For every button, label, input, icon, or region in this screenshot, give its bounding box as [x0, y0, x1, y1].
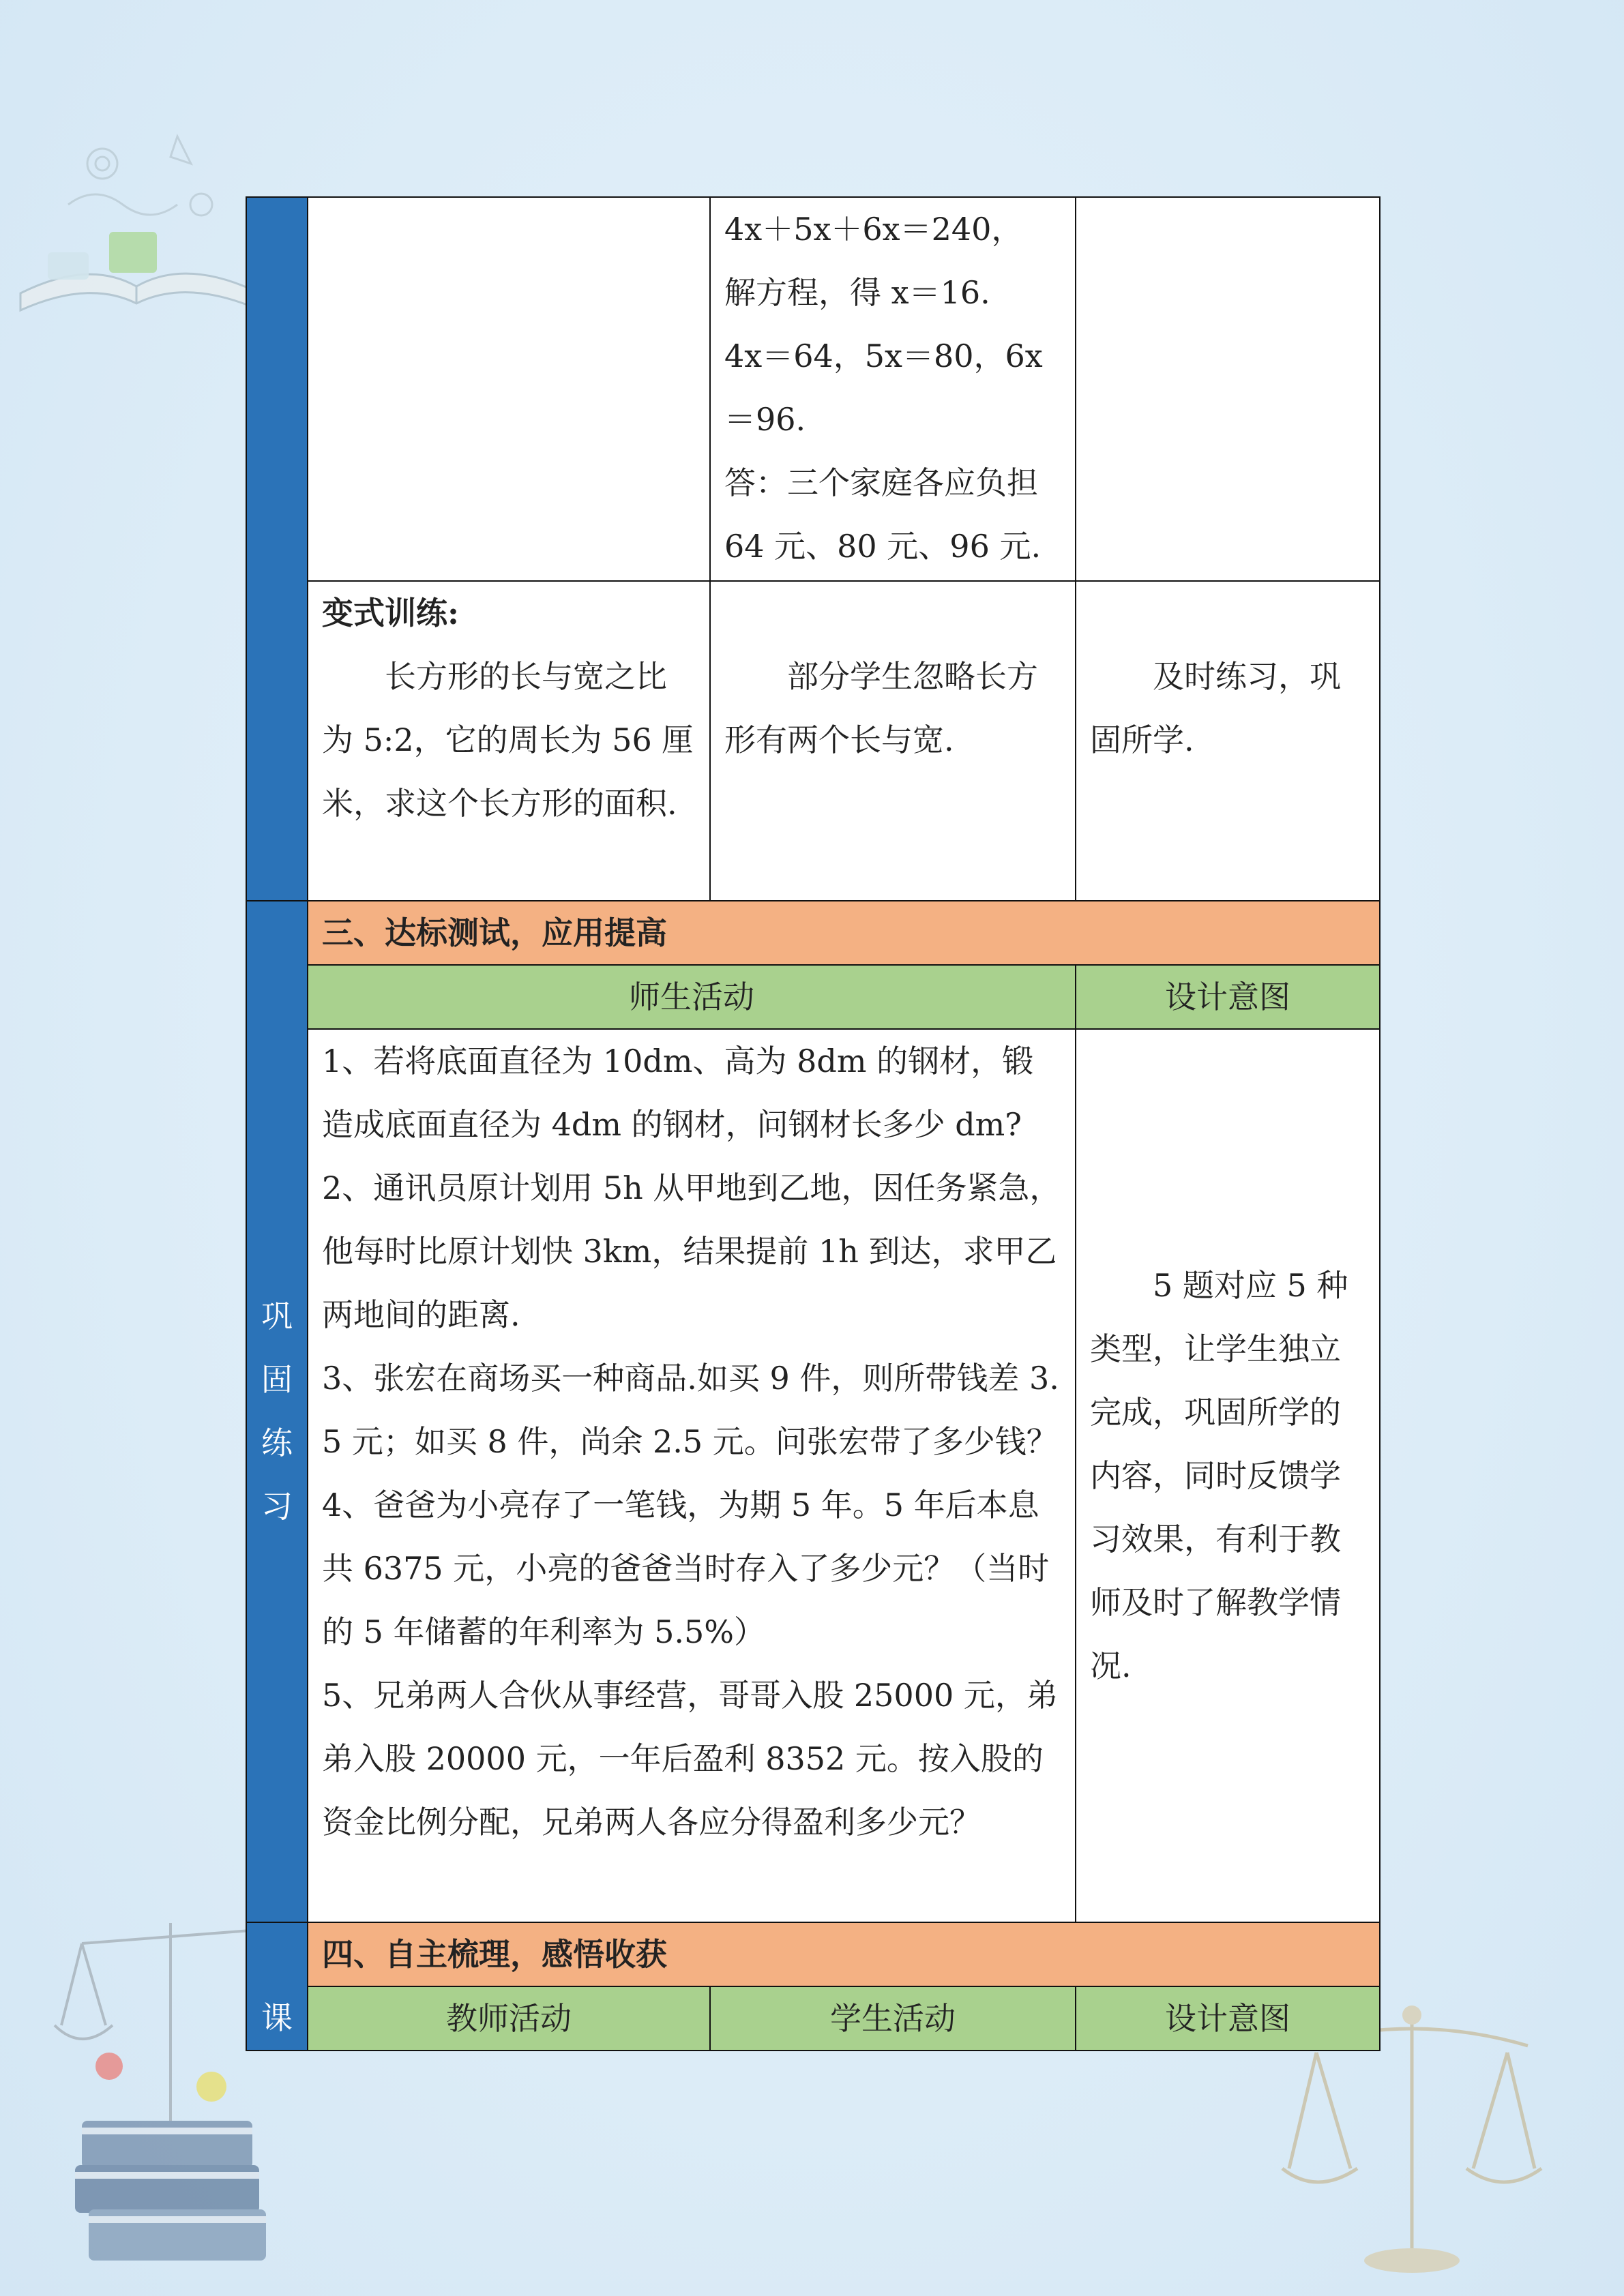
variant-design-text: 及时练习，巩固所学. [1090, 658, 1341, 758]
lesson-plan-table [246, 196, 1381, 2051]
variant-training-row [246, 581, 1380, 901]
continued-solution-cell [710, 197, 1076, 581]
solution-answer: 答：三个家庭各应负担 64 元、80 元、96 元. [724, 464, 1042, 565]
side-char: 练 [261, 1425, 293, 1461]
column-header-teacher: 教师活动 [308, 1986, 710, 2051]
section4-title: 四、自主梳理，感悟收获 [308, 1922, 1380, 1986]
column-header-activity: 师生活动 [308, 965, 1076, 1029]
column-header-design: 设计意图 [1076, 965, 1380, 1029]
exercise-item: 4、爸爸为小亮存了一笔钱，为期 5 年。5 年后本息共 6375 元，小亮的爸爸当时存入了多少元？（当时的 5 年储蓄的年利率为 5.5%） [322, 1487, 1050, 1650]
column-header-design: 设计意图 [1076, 1986, 1380, 2051]
section3-content-row [246, 1029, 1380, 1922]
solution-line: 4x＋5x＋6x＝240， [724, 211, 1023, 248]
side-label-consolidate [246, 901, 308, 1922]
side-label-lesson [246, 1922, 308, 2051]
continued-example-row [246, 197, 1380, 581]
section3-header-row [246, 901, 1380, 965]
continued-design-cell [1076, 197, 1380, 581]
variant-problem-cell [308, 581, 710, 901]
exercise-item: 3、张宏在商场买一种商品.如买 9 件，则所带钱差 3.5 元；如买 8 件，尚余 2.5 元。问张宏带了多少钱？ [322, 1360, 1059, 1460]
exercise-design-text: 5 题对应 5 种类型，让学生独立完成，巩固所学的内容，同时反馈学习效果，有利于教师及时了解教学情况. [1090, 1266, 1348, 1684]
side-char: 习 [261, 1488, 293, 1525]
variant-student-cell [710, 581, 1076, 901]
side-char: 巩 [261, 1298, 293, 1335]
column-header-student: 学生活动 [710, 1986, 1076, 2051]
variant-design-cell [1076, 581, 1380, 901]
variant-problem-text: 长方形的长与宽之比为 5:2，它的周长为 56 厘米，求这个长方形的面积. [322, 658, 694, 822]
exercise-list-cell [308, 1029, 1076, 1922]
section4-column-header-row [246, 1986, 1380, 2051]
exercise-item: 1、若将底面直径为 10dm、高为 8dm 的钢材，锻造成底面直径为 4dm 的钢材，问钢材长多少 dm? [322, 1043, 1034, 1143]
solution-line: 解方程，得 x＝16. [724, 274, 990, 311]
side-label-continued [246, 197, 308, 901]
exercise-item: 2、通讯员原计划用 5h 从甲地到乙地，因任务紧急，他每时比原计划快 3km，结果提前 1h 到达，求甲乙两地间的距离. [322, 1169, 1061, 1333]
continued-problem-cell [308, 197, 710, 581]
side-char: 课 [261, 1999, 293, 2036]
section4-header-row [246, 1922, 1380, 1986]
open-book-decoration-icon [7, 123, 266, 327]
solution-line: 4x＝64，5x＝80，6x＝96. [724, 338, 1043, 438]
exercise-item: 5、兄弟两人合伙从事经营，哥哥入股 25000 元，弟弟入股 20000 元，一年后盈利 8352 元。按入股的资金比例分配，兄弟两人各应分得盈利多少元？ [322, 1677, 1058, 1840]
variant-title: 变式训练: [322, 595, 459, 631]
section3-title: 三、达标测试，应用提高 [308, 901, 1380, 965]
exercise-design-cell [1076, 1029, 1380, 1922]
variant-student-note: 部分学生忽略长方形有两个长与宽. [724, 658, 1038, 758]
side-char: 固 [261, 1361, 293, 1398]
section3-column-header-row [246, 965, 1380, 1029]
